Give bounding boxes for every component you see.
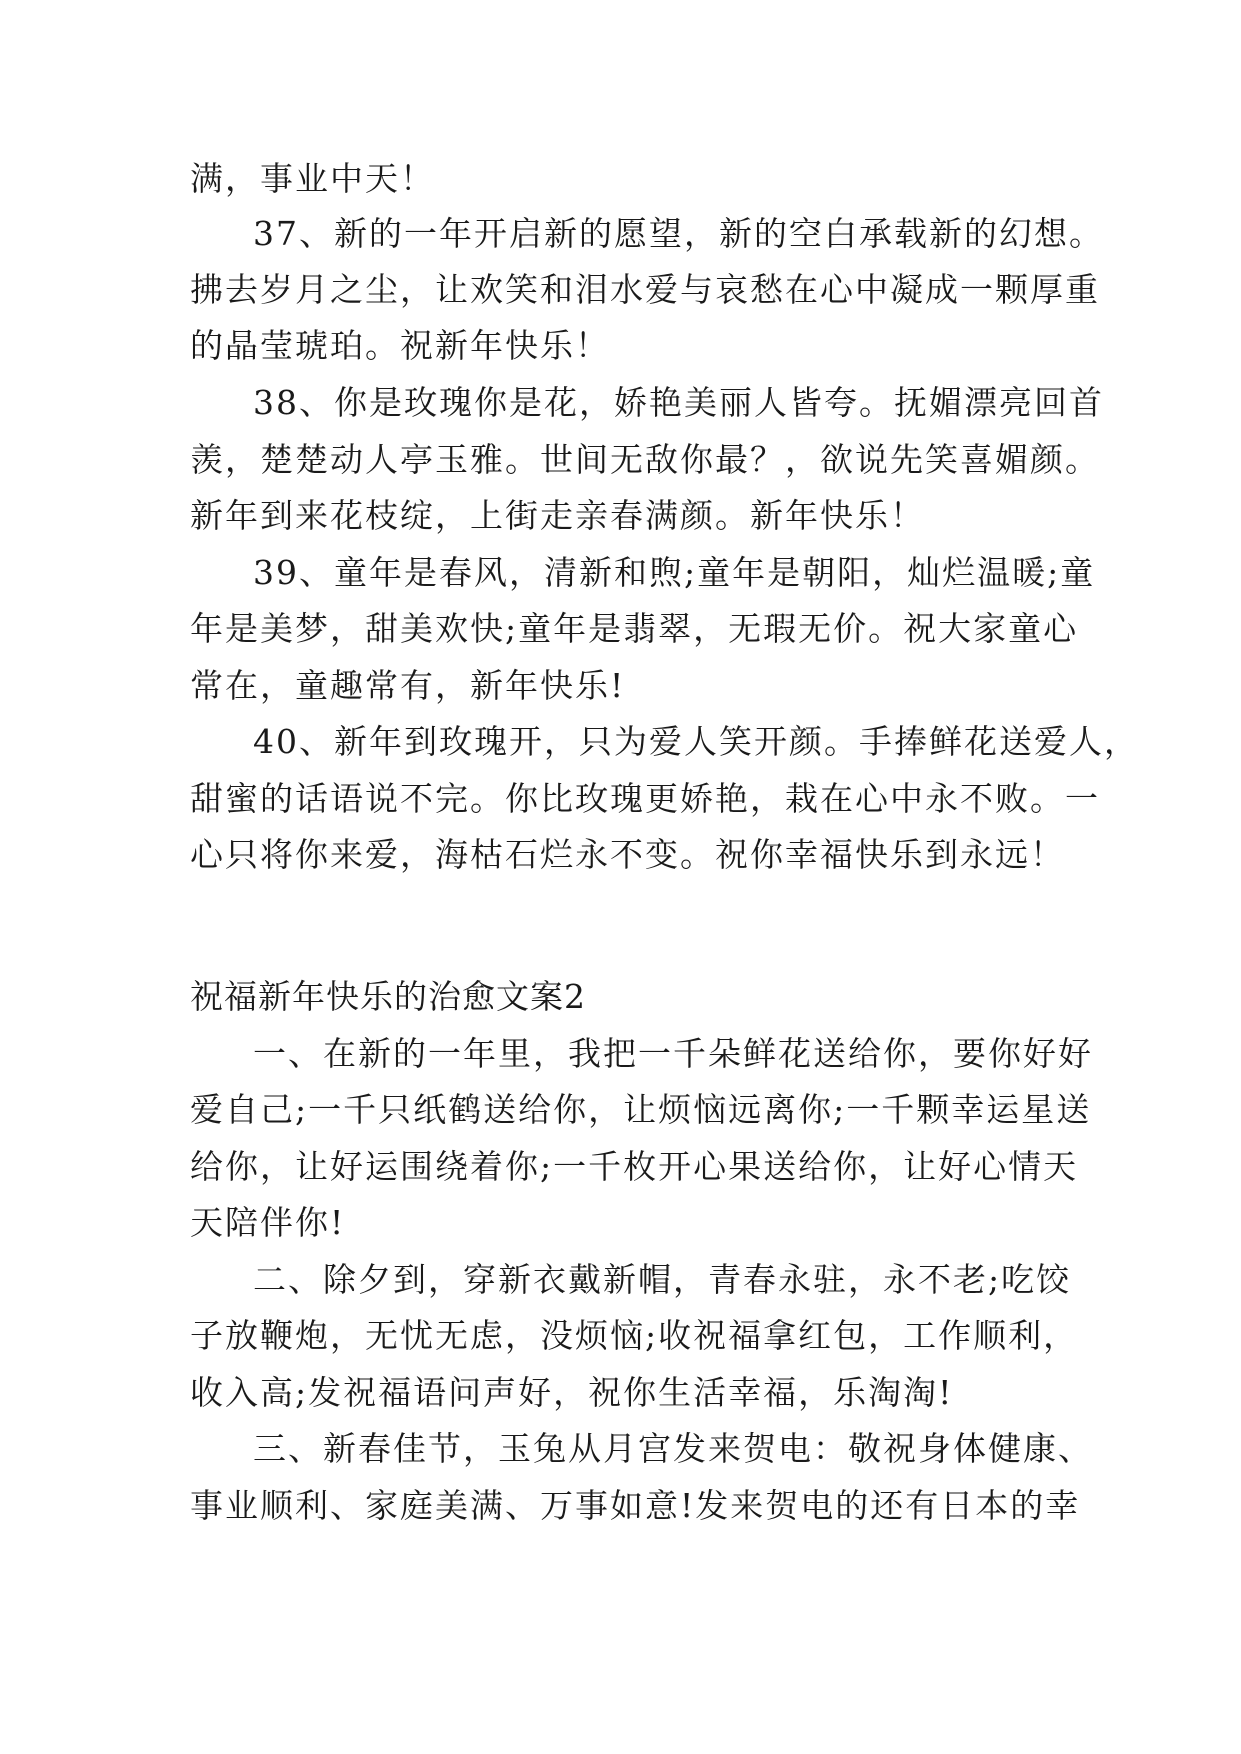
paragraph-line: 的晶莹琥珀。祝新年快乐！ bbox=[190, 326, 610, 365]
paragraph-line: 子放鞭炮，无忧无虑，没烦恼;收祝福拿红包，工作顺利， bbox=[190, 1316, 1079, 1355]
paragraph-line: 40、新年到玫瑰开，只为爱人笑开颜。手捧鲜花送爱人， bbox=[253, 722, 1139, 761]
paragraph-line: 事业顺利、家庭美满、万事如意!发来贺电的还有日本的幸 bbox=[190, 1486, 1081, 1525]
paragraph-line: 天陪伴你! bbox=[190, 1203, 346, 1242]
paragraph-line: 常在，童趣常有，新年快乐! bbox=[190, 666, 626, 705]
paragraph-line: 38、你是玫瑰你是花，娇艳美丽人皆夸。抚媚漂亮回首 bbox=[253, 383, 1104, 422]
paragraph-line: 37、新的一年开启新的愿望，新的空白承载新的幻想。 bbox=[253, 214, 1104, 253]
paragraph-line: 新年到来花枝绽，上街走亲春满颜。新年快乐！ bbox=[190, 496, 925, 535]
paragraph-line: 39、童年是春风，清新和煦;童年是朝阳，灿烂温暖;童 bbox=[253, 553, 1096, 592]
section-title: 祝福新年快乐的治愈文案2 bbox=[190, 977, 586, 1016]
paragraph-line: 年是美梦，甜美欢快;童年是翡翠，无瑕无价。祝大家童心 bbox=[190, 609, 1079, 648]
paragraph-line: 二、除夕到，穿新衣戴新帽，青春永驻，永不老;吃饺 bbox=[253, 1260, 1072, 1299]
paragraph-line: 爱自己;一千只纸鹤送给你，让烦恼远离你;一千颗幸运星送 bbox=[190, 1090, 1092, 1129]
paragraph-line: 收入高;发祝福语问声好，祝你生活幸福，乐淘淘! bbox=[190, 1373, 954, 1412]
paragraph-line: 一、在新的一年里，我把一千朵鲜花送给你，要你好好 bbox=[253, 1034, 1093, 1073]
paragraph-line: 满，事业中天！ bbox=[190, 159, 435, 198]
paragraph-line: 给你，让好运围绕着你;一千枚开心果送给你，让好心情天 bbox=[190, 1147, 1079, 1186]
paragraph-line: 羡，楚楚动人亭玉雅。世间无敌你最？，欲说先笑喜媚颜。 bbox=[190, 440, 1100, 479]
paragraph-line: 心只将你来爱，海枯石烂永不变。祝你幸福快乐到永远！ bbox=[190, 835, 1065, 874]
paragraph-line: 三、新春佳节，玉兔从月宫发来贺电：敬祝身体健康、 bbox=[253, 1429, 1093, 1468]
paragraph-line: 拂去岁月之尘，让欢笑和泪水爱与哀愁在心中凝成一颗厚重 bbox=[190, 270, 1100, 309]
paragraph-line: 甜蜜的话语说不完。你比玫瑰更娇艳，栽在心中永不败。一 bbox=[190, 779, 1100, 818]
